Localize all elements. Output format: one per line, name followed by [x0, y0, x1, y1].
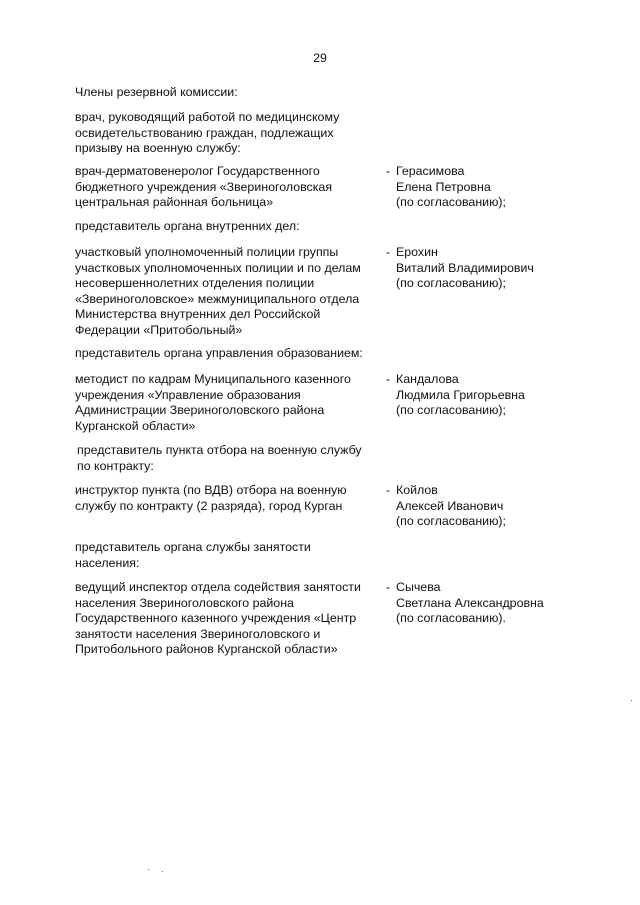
- page-number: 29: [313, 51, 327, 65]
- person-surname: Сычева: [396, 580, 441, 594]
- position-line: участковый уполномоченный полиции группы: [75, 245, 339, 259]
- position-line: Федерации «Притобольный»: [75, 322, 243, 337]
- entry-person: [386, 372, 626, 419]
- entry-position: [75, 483, 385, 514]
- position-line: ведущий инспектор отдела содействия занятости: [75, 580, 361, 594]
- position-line: населения Звериноголовского района: [75, 595, 294, 610]
- entry-position: [75, 164, 385, 211]
- position-line: службу по контракту (2 разряда), город Курган: [75, 498, 343, 513]
- entry-position: [75, 245, 385, 338]
- person-note: (по согласованию);: [396, 403, 506, 417]
- person-given-name: Алексей Иванович: [396, 498, 504, 513]
- position-line: «Звериноголовское» межмуниципального отдела: [75, 291, 360, 306]
- section-contract-line: по контракту:: [77, 458, 154, 473]
- position-line: центральная районная больница»: [75, 195, 274, 209]
- entry-person: [386, 245, 626, 292]
- position-line: Государственного казенного учреждения «Центр: [75, 611, 357, 625]
- scan-speck: [631, 700, 632, 701]
- dash: -: [386, 164, 391, 178]
- person-surname: Кандалова: [396, 372, 459, 386]
- person-given-name: Елена Петровна: [396, 179, 491, 194]
- position-line: инструктор пункта (по ВДВ) отбора на военную: [75, 483, 347, 497]
- entry-person: [386, 483, 626, 530]
- dash: -: [386, 483, 391, 497]
- position-line: занятости населения Звериноголовского и: [75, 626, 321, 641]
- section-contract: [77, 443, 387, 474]
- entry-position: [75, 580, 385, 658]
- person-note: (по согласованию);: [396, 195, 506, 209]
- position-line: участковых уполномоченных полиции и по делам: [75, 260, 361, 275]
- person-surname: Койлов: [396, 483, 438, 497]
- person-note: (по согласованию).: [396, 611, 506, 625]
- position-line: Притобольного районов Курганской области»: [75, 642, 338, 656]
- section-contract-line: представитель пункта отбора на военную службу: [77, 443, 362, 457]
- dash: -: [386, 580, 391, 594]
- scan-speck: [162, 871, 163, 872]
- position-line: несовершеннолетних отделения полиции: [75, 276, 315, 290]
- dash: -: [386, 245, 391, 259]
- position-line: Министерства внутренних дел Российской: [75, 307, 321, 321]
- heading: Члены резервной комиссии:: [75, 85, 238, 99]
- entry-person: [386, 164, 626, 211]
- position-line: бюджетного учреждения «Звериноголовская: [75, 179, 333, 194]
- person-note: (по согласованию);: [396, 514, 506, 528]
- person-surname: Ерохин: [396, 245, 438, 259]
- entry-position: [75, 372, 385, 434]
- position-line: методист по кадрам Муниципального казенного: [75, 372, 351, 386]
- section-employment-line: представитель органа службы занятости: [75, 540, 311, 554]
- section-employment: [75, 540, 385, 571]
- section-doctor: [75, 110, 385, 157]
- person-note: (по согласованию);: [396, 276, 506, 290]
- person-given-name: Светлана Александровна: [396, 595, 544, 610]
- person-given-name: Людмила Григорьевна: [396, 387, 525, 402]
- position-line: Администрации Звериноголовского района: [75, 403, 325, 417]
- person-given-name: Виталий Владимирович: [396, 260, 534, 275]
- person-surname: Герасимова: [396, 164, 465, 178]
- position-line: врач-дерматовенеролог Государственного: [75, 164, 320, 178]
- section-doctor-line: врач, руководящий работой по медицинскому: [75, 110, 340, 124]
- scan-speck: [148, 869, 149, 870]
- entry-person: [386, 580, 626, 627]
- dash: -: [386, 372, 391, 386]
- section-education: представитель органа управления образованием:: [75, 346, 363, 360]
- section-doctor-line: освидетельствованию граждан, подлежащих: [75, 125, 334, 140]
- position-line: Курганской области»: [75, 418, 196, 433]
- section-employment-line: населения:: [75, 555, 140, 570]
- section-police: представитель органа внутренних дел:: [75, 219, 300, 233]
- position-line: учреждения «Управление образования: [75, 387, 301, 402]
- section-doctor-line: призыву на военную службу:: [75, 141, 241, 155]
